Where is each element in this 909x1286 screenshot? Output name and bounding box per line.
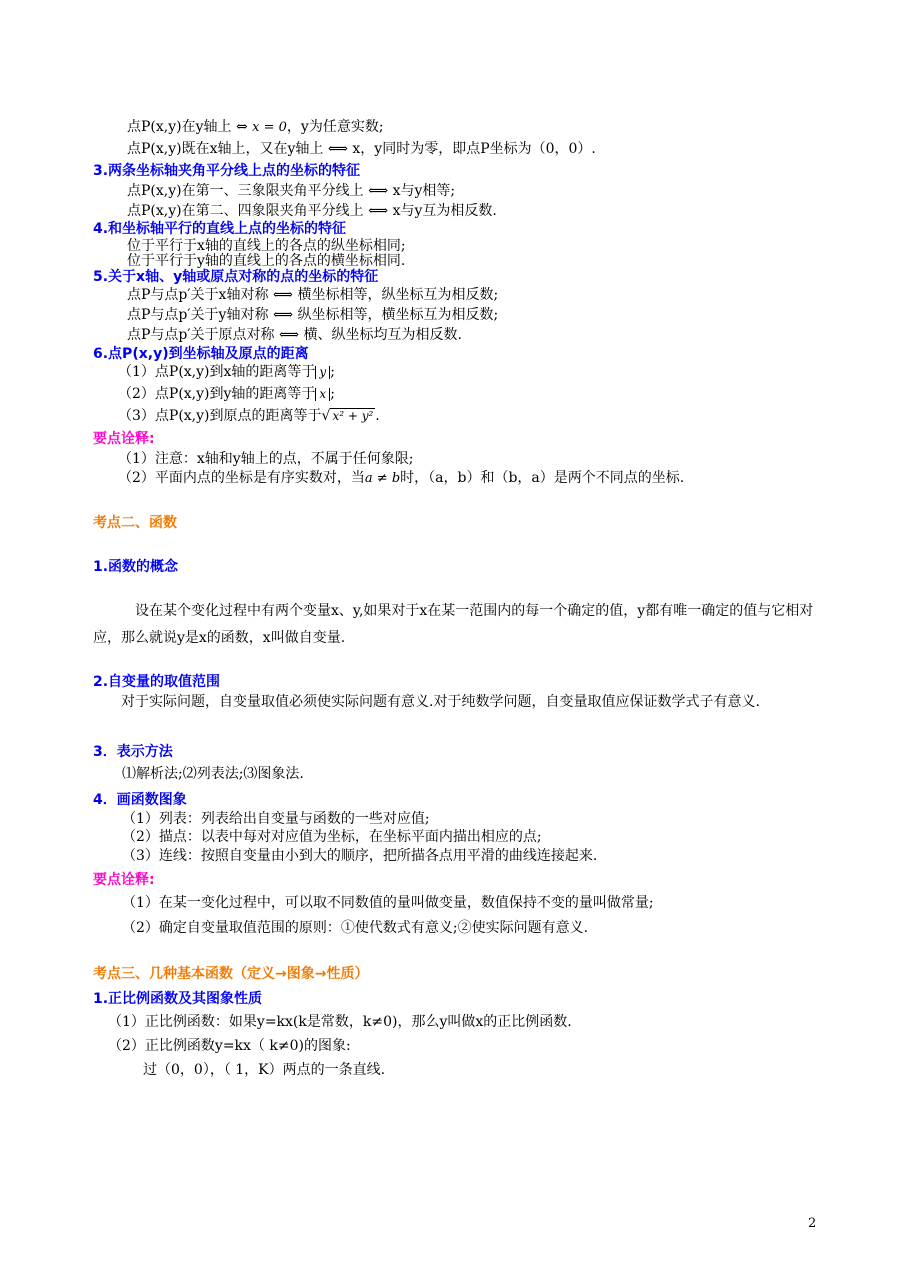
heading-function-concept: 1.函数的概念 bbox=[93, 559, 179, 575]
heading-symmetry: 5.关于x轴、y轴或原点对称的点的坐标的特征 bbox=[93, 269, 379, 285]
math-x-eq-0: x = 0 bbox=[252, 120, 287, 135]
heading-bisector: 3.两条坐标轴夹角平分线上点的坐标的特征 bbox=[93, 163, 361, 179]
double-arrow-icon: ⟺ bbox=[368, 203, 389, 219]
line-prop-def: （1）正比例函数：如果y=kx(k是常数，k≠0)，那么y叫做x的正比例函数. bbox=[108, 1014, 572, 1030]
line-step-connect: （3）连线：按照自变量由小到大的顺序，把所描各点用平滑的曲线连接起来. bbox=[122, 848, 598, 864]
line-y-axis: 点P(x,y)在y轴上 ⇔ x = 0，y为任意实数; bbox=[127, 119, 384, 135]
key-points-2: 要点诠释: bbox=[93, 872, 155, 888]
line-dist-y: （2）点P(x,y)到y轴的距离等于 x ; bbox=[118, 386, 335, 402]
abs-y: y bbox=[315, 366, 330, 379]
heading-representation: 3．表示方法 bbox=[93, 744, 173, 760]
double-arrow-icon: ⟺ bbox=[327, 141, 348, 157]
line-parallel-y: 位于平行于y轴的直线上的各点的横坐标相同. bbox=[127, 253, 406, 269]
sqrt-icon: √ bbox=[321, 408, 331, 424]
line-step-plot: （2）描点：以表中每对对应值为坐标，在坐标平面内描出相应的点; bbox=[122, 829, 542, 845]
key-points-1: 要点诠释: bbox=[93, 431, 155, 447]
line-domain-rule: （2）确定自变量取值范围的原则：①使代数式有意义;②使实际问题有意义. bbox=[122, 920, 589, 936]
line-sym-y: 点P与点p′关于y轴对称 ⟺ 纵坐标相等，横坐标互为相反数; bbox=[127, 307, 499, 323]
line-bisector-1: 点P(x,y)在第一、三象限夹角平分线上 ⟺ x与y相等; bbox=[127, 183, 456, 199]
para-function-def: 设在某个变化过程中有两个变量x、y,如果对于x在某一范围内的每一个确定的值，y都有唯一确定的值与它相对应，那么就说y是x的函数，x叫做自变量. bbox=[93, 603, 814, 646]
section-2-title: 考点二、函数 bbox=[93, 515, 177, 531]
line-parallel-x: 位于平行于x轴的直线上的各点的纵坐标相同; bbox=[127, 238, 406, 254]
line-step-table: （1）列表：列表给出自变量与函数的一些对应值; bbox=[122, 811, 430, 827]
line-methods: ⑴解析法;⑵列表法;⑶图象法. bbox=[122, 766, 304, 782]
line-variable-def: （1）在某一变化过程中，可以取不同数值的量叫做变量，数值保持不变的量叫做常量; bbox=[122, 895, 654, 911]
line-sym-origin: 点P与点p′关于原点对称 ⟺ 横、纵坐标均互为相反数. bbox=[127, 327, 462, 343]
line-origin: 点P(x,y)既在x轴上，又在y轴上 ⟺ x，y同时为零，即点P坐标为（0，0）. bbox=[127, 141, 596, 157]
line-note-ordered: （2）平面内点的坐标是有序实数对，当a ≠ b时，（a，b）和（b，a）是两个不同点的坐标. bbox=[118, 470, 685, 486]
section-3-title: 考点三、几种基本函数（定义→图象→性质） bbox=[93, 966, 369, 982]
line-bisector-2: 点P(x,y)在第二、四象限夹角平分线上 ⟺ x与y互为相反数. bbox=[127, 203, 497, 219]
abs-x: x bbox=[315, 388, 330, 401]
heading-domain: 2.自变量的取值范围 bbox=[93, 674, 221, 690]
iff-icon: ⇔ bbox=[235, 119, 248, 135]
sqrt-expr: x² + y² bbox=[332, 409, 374, 423]
math-a-neq-b: a ≠ b bbox=[364, 471, 401, 486]
double-arrow-icon: ⟺ bbox=[368, 183, 389, 199]
line-sym-x: 点P与点p′关于x轴对称 ⟺ 横坐标相等，纵坐标互为相反数; bbox=[127, 287, 499, 303]
double-arrow-icon: ⟺ bbox=[272, 287, 293, 303]
line-dist-origin: （3）点P(x,y)到原点的距离等于√ x² + y² . bbox=[118, 408, 380, 424]
line-prop-graph: （2）正比例函数y=kx（ k≠0)的图象: bbox=[108, 1038, 351, 1054]
heading-parallel: 4.和坐标轴平行的直线上点的坐标的特征 bbox=[93, 221, 347, 237]
line-prop-line: 过（0，0），（ 1，K）两点的一条直线. bbox=[143, 1062, 386, 1078]
line-dist-x: （1）点P(x,y)到x轴的距离等于 y ; bbox=[118, 364, 335, 380]
heading-proportional: 1.正比例函数及其图象性质 bbox=[93, 991, 263, 1007]
line-note-axis: （1）注意：x轴和y轴上的点，不属于任何象限; bbox=[118, 451, 414, 467]
para-domain: 对于实际问题，自变量取值必须使实际问题有意义.对于纯数学问题，自变量取值应保证数学式子有意义. bbox=[121, 694, 760, 710]
double-arrow-icon: ⟺ bbox=[279, 327, 300, 343]
page-number: 2 bbox=[808, 1216, 817, 1231]
heading-graphing: 4．画函数图象 bbox=[93, 792, 187, 808]
double-arrow-icon: ⟺ bbox=[272, 307, 294, 323]
heading-distance: 6.点P(x,y)到坐标轴及原点的距离 bbox=[93, 346, 309, 362]
